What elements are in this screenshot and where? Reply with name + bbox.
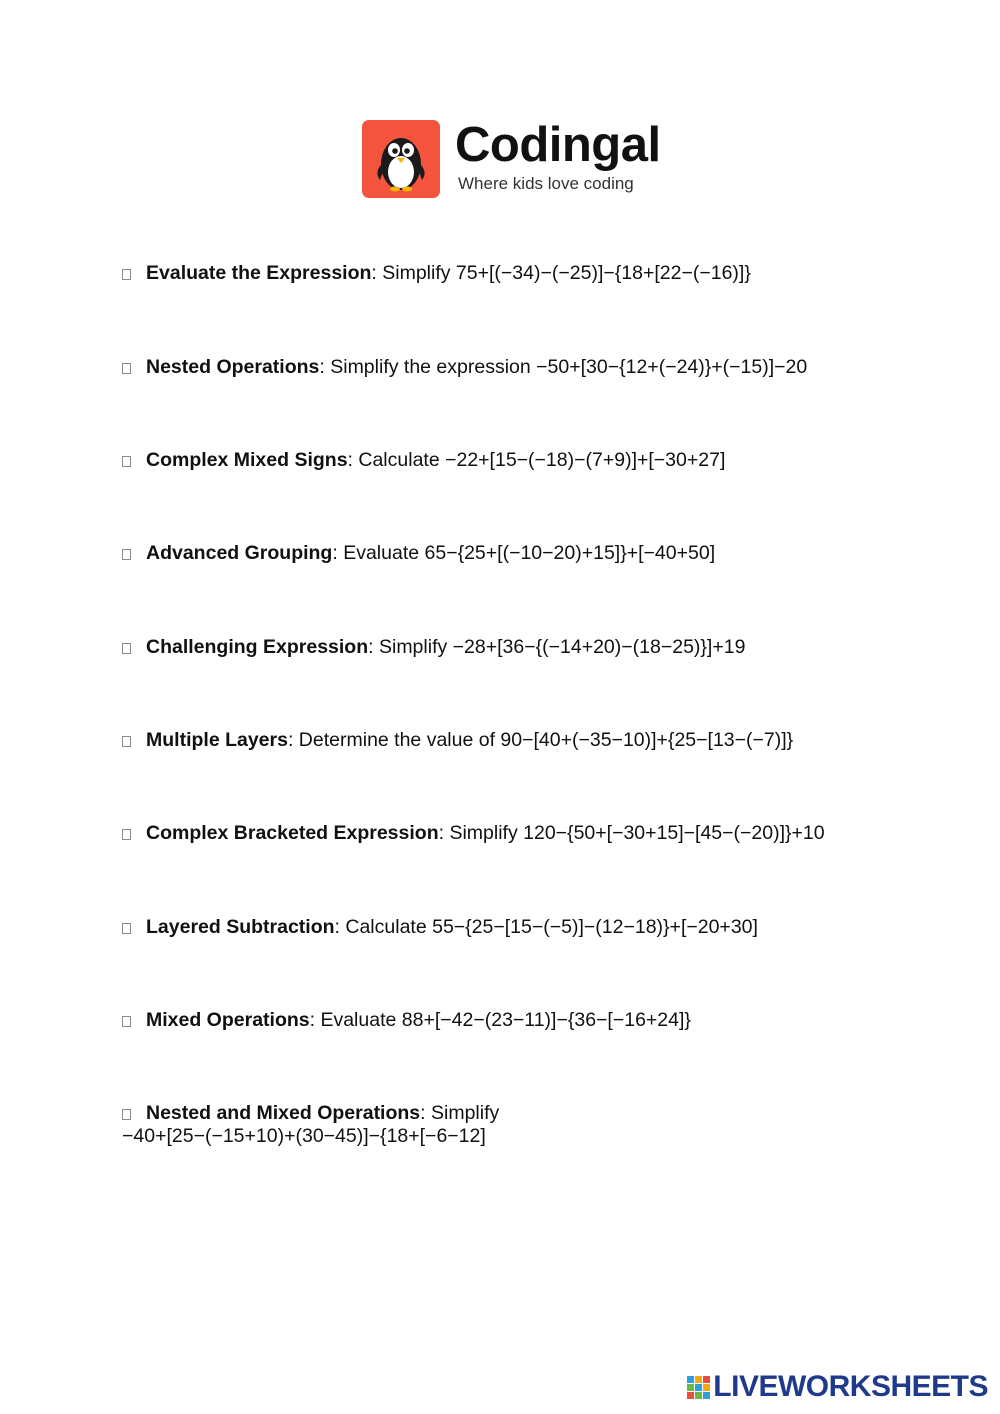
checkbox-glyph-icon [122, 923, 131, 934]
question-item [122, 916, 882, 939]
question-item [122, 356, 882, 379]
question-title: Complex Mixed Signs [146, 449, 348, 471]
question-text: : Calculate 55−{25−[15−(−5)]−(12−18)}+[−20+30] [334, 916, 758, 938]
liveworksheets-brand [687, 1372, 988, 1402]
question-title: Nested and Mixed Operations [146, 1102, 421, 1124]
question-line-1 [122, 1102, 882, 1125]
question-title: Layered Subtraction [146, 916, 335, 938]
logo-name: Codingal [455, 118, 661, 172]
question-title: Complex Bracketed Expression [146, 822, 439, 844]
question-text: : Evaluate 65−{25+[(−10−20)+15]}+[−40+50] [332, 542, 716, 564]
checkbox-glyph-icon [122, 643, 131, 654]
liveworksheets-logo-icon [687, 1376, 710, 1399]
liveworksheets-wordmark: LIVEWORKSHEETS [713, 1370, 988, 1403]
checkbox-glyph-icon [122, 363, 131, 374]
question-line-2: −40+[25−(−15+10)+(30−45)]−{18+[−6−12] [122, 1125, 486, 1147]
question-text: : Simplify [420, 1102, 500, 1124]
question-text: : Simplify 75+[(−34)−(−25)]−{18+[22−(−16)]} [371, 262, 751, 284]
question-title: Evaluate the Expression [146, 262, 372, 284]
question-title: Mixed Operations [146, 1009, 310, 1031]
checkbox-glyph-icon [122, 549, 131, 560]
question-item [122, 262, 882, 285]
question-item [122, 636, 882, 659]
question-text: : Simplify 120−{50+[−30+15]−[45−(−20)]}+10 [438, 822, 825, 844]
question-text: : Determine the value of 90−[40+(−35−10)]+{25−[13−(−7)]} [287, 729, 794, 751]
checkbox-glyph-icon [122, 456, 131, 467]
question-title: Challenging Expression [146, 636, 369, 658]
question-item [122, 542, 882, 565]
checkbox-glyph-icon [122, 1109, 131, 1120]
logo-tagline: Where kids love coding [458, 174, 634, 193]
question-item [122, 822, 882, 845]
question-text: : Calculate −22+[15−(−18)−(7+9)]+[−30+27] [347, 449, 726, 471]
question-title: Nested Operations [146, 356, 320, 378]
checkbox-glyph-icon [122, 829, 131, 840]
question-title: Advanced Grouping [146, 542, 333, 564]
question-text: : Evaluate 88+[−42−(23−11)]−{36−[−16+24]} [309, 1009, 691, 1031]
checkbox-glyph-icon [122, 269, 131, 280]
question-text: : Simplify −28+[36−{(−14+20)−(18−25)}]+19 [368, 636, 746, 658]
checkbox-glyph-icon [122, 1016, 131, 1027]
question-item [122, 729, 882, 752]
question-title: Multiple Layers [146, 729, 288, 751]
question-item [122, 1009, 882, 1032]
question-item [122, 1102, 882, 1148]
question-item [122, 449, 882, 472]
checkbox-glyph-icon [122, 736, 131, 747]
question-text: : Simplify the expression −50+[30−{12+(−24)}+(−15)]−20 [319, 356, 808, 378]
